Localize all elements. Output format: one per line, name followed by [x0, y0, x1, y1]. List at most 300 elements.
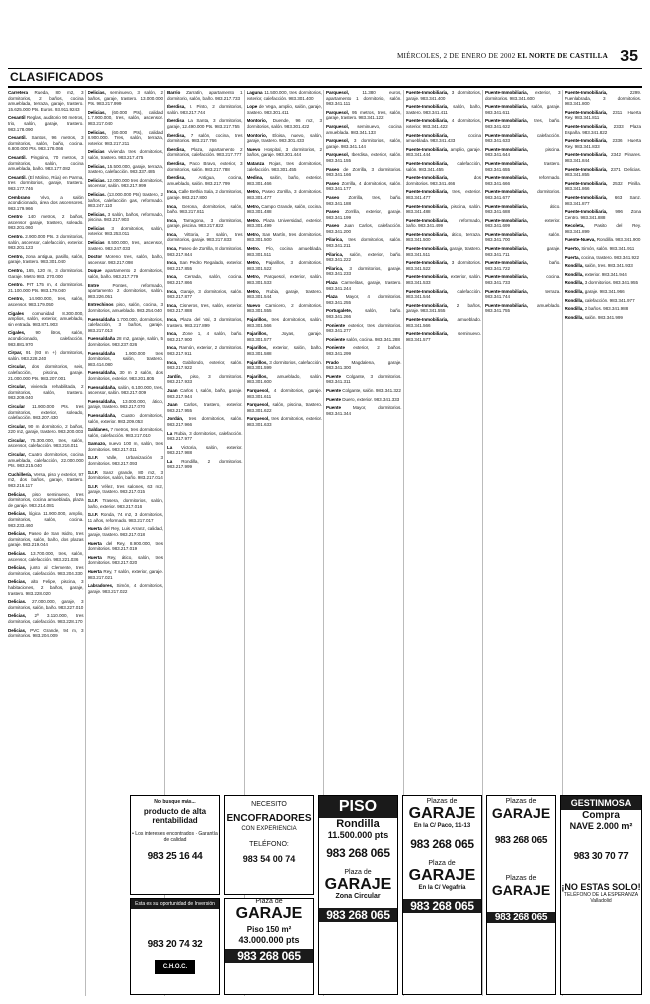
ad-heading: Puente-Inmobiliaria,	[485, 217, 528, 223]
classified-ad	[88, 254, 164, 265]
classified-ad	[406, 118, 482, 129]
ad-heading: Puente-Inmobiliaria,	[405, 317, 449, 322]
classified-ad	[326, 90, 402, 107]
ad-text: exterior, tres dormitorios. 983.341.277	[326, 322, 402, 334]
classified-ad	[565, 255, 642, 261]
ad-text: 1.900.000 tres dormitorios, salón, trastero. 983.414.080	[87, 350, 163, 367]
classified-ad	[485, 161, 561, 172]
classified-ad	[247, 189, 323, 200]
classified-ad	[167, 374, 243, 385]
ad-heading: Circular,	[8, 452, 26, 458]
classified-ad	[8, 531, 84, 548]
header-rule	[8, 68, 642, 69]
ad-text: Calle Bethia Sala, 2 dormitorios, garaje. 983.217.800	[167, 189, 243, 200]
classified-ad	[565, 138, 642, 149]
ad-text: Plaza, apartamento 2 dormitorios, calefacción. 983.217.777	[167, 146, 243, 158]
ad-text: Zone 1, 4 salón, baño. 983.217.900	[167, 331, 243, 342]
classified-ad	[485, 104, 561, 115]
section-title: CLASIFICADOS	[10, 70, 104, 84]
classified-ad	[565, 306, 642, 312]
ad-text: seminuevo, cocina amueblada. 983.341.133	[326, 123, 402, 135]
classified-ad	[88, 351, 164, 368]
classified-ad	[8, 424, 84, 435]
ad-text: Vivo, a salón acondicionado, área dos ascensores. 983.179.966	[8, 194, 84, 211]
ad-text: 28 m2, garaje, salón, 5 dormitorios. 983.237.026	[87, 336, 163, 347]
ad-heading: Inca,	[167, 189, 178, 195]
ad-text: Simón, 4 dormitorios, garaje. 983.217.022	[87, 583, 163, 594]
ad-text: La Santa, 3 dormitorios, garaje, 12.490.000 Pts. 983.217.755	[167, 118, 243, 129]
ad-heading: Metro,	[246, 189, 260, 195]
ad-heading: Metro.	[246, 246, 260, 252]
ad-gestinmosa: GESTINMOSA Compra NAVE 2.000 m² 983 30 70 77 ¡NO ESTAS SOLO! TELÉFONO DE LA ESPERANZA Valladolid	[560, 795, 642, 995]
ad-text: 3 dormitorios, calefacción. 983.301.599	[246, 359, 322, 371]
ad-text: Mayor, dormitorios. 983.341.344	[326, 405, 402, 416]
ad-heading: Rondilla,	[564, 280, 584, 286]
ad-heading: Cesantil.	[8, 154, 27, 160]
ad-text: 2371 Delicias. 983.341.855	[564, 166, 641, 178]
ad-heading: G.I.F.	[87, 455, 99, 461]
ad-heading: Medina,	[246, 175, 264, 181]
ad-text: dos dormitorios. 983.341.466	[405, 175, 481, 186]
ad-text: ático. 983.341.688	[485, 203, 561, 215]
classified-ad	[88, 399, 164, 410]
ad-heading: Inca,	[167, 203, 178, 209]
ad-text: I. Pinto, 2 dormitorios, salón. 983.217.744	[167, 104, 243, 115]
classified-ad	[167, 345, 243, 356]
ad-heading: Delicias,	[87, 163, 106, 169]
ad-text: Sanz grande, 80 m2, 3 dormitorios, salón, baño. 983.217.014	[87, 469, 163, 481]
ad-text: exterior. 983.341.699	[485, 217, 561, 229]
ad-text: (El Molino, Rúa) en Parma, tres dormitorios, garaje, trastero. 983.177.746	[8, 174, 84, 191]
ad-heading: Portugalete,	[326, 308, 352, 314]
ad-text: calefacción. 983.341.544	[405, 288, 481, 300]
ad-heading: Fuensaldaña,	[87, 412, 117, 418]
ad-text: 2333 Plaza España. 983.341.822	[564, 123, 641, 135]
classified-ad	[8, 350, 84, 361]
classified-ad	[8, 364, 84, 381]
ad-text: dormitorios. 983.341.677	[485, 189, 561, 200]
ad-text: 2342 Pinares. 983.341.844	[564, 152, 641, 163]
classified-ad	[167, 147, 243, 158]
ad-text: Cisneros, tres, salón, exterior. 983.217.888	[167, 302, 243, 314]
classified-ad	[167, 388, 243, 399]
ad-heading: Puente-Inmobiliaria,	[405, 274, 449, 280]
classified-ad	[247, 416, 323, 427]
ad-heading: Puente-Inmobiliaria,	[564, 109, 608, 115]
ad-text: 7 salón, cocina, tres dormitorios. 983.217.766	[167, 132, 243, 144]
classified-ad	[247, 388, 323, 399]
ad-piso-rondilla: PISO Rondilla 11.500.000 pts 983 268 065 Plaza de GARAJE Zona Circular 983 268 065	[318, 795, 398, 995]
ad-text: calefacción, salón. 983.341.455	[405, 160, 481, 172]
display-ads	[130, 795, 642, 995]
ad-heading: Montorio,	[246, 118, 267, 124]
ad-heading: Puente-Inmobiliaria,	[485, 274, 528, 280]
ad-heading: Puente-Inmobiliaria,	[564, 209, 608, 215]
classified-ad	[88, 583, 164, 594]
ad-heading: Fuente-Nueva,	[564, 237, 596, 243]
ad-text: ático, terraza. 983.341.500	[405, 231, 481, 243]
ad-text: 2.900.000 Pts. 3 dormitorios, salón, ascensor, calefacción, exterior. 983.201.123	[8, 234, 84, 251]
ad-heading: Nuevo	[246, 302, 261, 308]
ad-heading: Puente	[326, 373, 342, 379]
ad-text: 11.380 euros, apartamento 1 dormitorio, salón. 983.341.111	[326, 90, 402, 107]
ad-heading: Puente-Inmobiliaria,	[405, 288, 449, 294]
ad-text: San Pedro Regalado, exterior. 983.217.855	[167, 260, 243, 271]
ad-heading: Puente-Inmobiliaria,	[405, 132, 449, 138]
classified-column	[8, 90, 86, 996]
ad-heading: Delicias,	[87, 109, 106, 115]
ad-heading: Puente	[326, 405, 342, 411]
ad-text: garaje. 983.341.966	[584, 289, 625, 295]
classified-ad	[167, 218, 243, 229]
classified-ad	[247, 345, 323, 356]
ad-heading: Gamazo,	[87, 441, 107, 447]
classified-ad	[8, 565, 84, 576]
ad-text: Reglas, auditorio 90 metros, trio, salón, garaje, trastero. 983.178.090	[8, 115, 84, 132]
classified-ad	[326, 195, 402, 206]
ad-heading: Inca,	[167, 331, 178, 337]
classified-ad	[8, 135, 84, 152]
ad-text: Valle, Urbanización 3 dormitorios. 983.217.093	[87, 455, 163, 467]
ad-heading: Puente-Inmobiliaria,	[485, 132, 528, 138]
ad-heading: Duque	[87, 268, 102, 274]
classified-ad	[565, 90, 642, 107]
ad-heading: Puente	[326, 396, 342, 402]
classified-ad	[167, 260, 243, 271]
ad-text: Rey, 7 salón, exterior, garaje. 983.217.021	[87, 568, 163, 580]
ad-heading: Parquesol,	[246, 416, 270, 422]
ad-heading: Lope	[246, 104, 258, 110]
ad-garaje-paco: Plazas de GARAJE En la C/ Paco, 11-13 983 268 065 Plaza de GARAJE En la C/ Vegafría 983 268 065	[402, 795, 482, 995]
ad-heading: Parquesol,	[246, 387, 270, 393]
classified-ad	[565, 263, 642, 269]
classified-ad	[8, 551, 84, 562]
classified-ad	[88, 413, 164, 424]
ad-text: Rubia, 3 dormitorios, calefacción. 983.217.977	[167, 430, 243, 442]
ad-heading: Pajarillos,	[246, 359, 268, 365]
ad-text: piso seminuevo, tres dormitorios, cocina amueblada, plaza de garaje. 983.214.081	[8, 491, 84, 508]
ad-text: 3 dormitorios, garaje. 983.341.400	[405, 90, 481, 101]
ad-heading: Puente-Inmobiliaria,	[564, 123, 608, 129]
ad-text: Carmelitas, garaje, trastero. 983.341.244	[326, 280, 402, 291]
ad-heading: Puerta,	[564, 254, 580, 260]
classified-ad	[8, 330, 84, 347]
classified-ad	[326, 167, 402, 178]
ad-text: Rondilla, 2 dormitorios. 983.217.999	[167, 458, 243, 470]
ad-text: salón, baño. 983.341.266	[326, 308, 402, 319]
classified-ad	[247, 402, 323, 413]
classified-ad	[326, 237, 402, 248]
ad-heading: Delicias	[87, 149, 105, 155]
ad-text: tres, baño. 983.341.622	[485, 118, 561, 129]
ad-text: Colgante, salón. 983.341.322	[342, 387, 401, 393]
ad-heading: Huerta	[87, 568, 102, 574]
classified-ad	[8, 511, 84, 528]
classified-ad	[326, 294, 402, 305]
classified-ad	[8, 613, 84, 624]
ad-text: 3 dormitorios. 983.341.955	[584, 280, 639, 286]
classified-ad	[8, 175, 84, 192]
classified-ad	[167, 459, 243, 470]
classified-ad	[247, 204, 323, 215]
classified-ad	[565, 152, 642, 163]
classified-ad	[485, 175, 561, 186]
classified-ad	[565, 280, 642, 286]
ad-heading: Cuchillería,	[8, 471, 33, 477]
classified-ad	[8, 599, 84, 610]
ad-heading: Parquesol,	[326, 138, 349, 144]
ad-heading: Cirpar,	[8, 350, 23, 356]
classified-ad	[167, 189, 243, 200]
ad-heading: Iberdisa,	[167, 104, 186, 110]
classified-ad	[485, 218, 561, 229]
ad-heading: Jordán,	[167, 416, 184, 422]
ad-heading: Prado	[326, 359, 339, 365]
ad-text: salón, 6.100.000, tres, ascensor, salón. 983.217.009	[87, 384, 163, 396]
ad-heading: Fuensaldaña,	[87, 370, 117, 376]
ad-heading: Puente-Inmobiliaria,	[405, 203, 449, 209]
ad-heading: La	[167, 444, 173, 450]
ad-heading: Montorio,	[246, 132, 267, 138]
classified-ad	[326, 388, 402, 394]
ad-heading: Puente-Inmobiliaria,	[485, 189, 528, 195]
ad-heading: Delicias	[87, 240, 105, 246]
ad-heading: Puerto,	[564, 246, 580, 252]
classified-ad	[88, 336, 164, 347]
ad-heading: Inca,	[167, 345, 178, 351]
ad-heading: Cesantil	[8, 115, 26, 121]
ad-text: nuevo 100 m, salón, tres dormitorios. 983.217.011	[87, 441, 163, 452]
ad-text: salón. 983.341.700	[485, 231, 561, 243]
ad-heading: La	[167, 458, 173, 464]
ad-text: 11.900.000 Pts. tres dormitorios, exterior, soleado, calefacción. 983.207.430	[8, 403, 84, 421]
header-date: MIÉRCOLES, 2 DE ENERO DE 2002 EL NORTE DE CASTILLA	[396, 52, 608, 60]
classified-ad	[247, 360, 323, 371]
ad-text: Versa, piso y exterior, 97 m2, dos baños, garaje, trastero. 983.216.117	[8, 471, 84, 489]
ad-text: garaje. 983.341.711	[485, 246, 561, 257]
ad-heading: Huerta	[87, 526, 102, 532]
ad-heading: Paseo	[326, 194, 340, 200]
classified-ad	[485, 90, 561, 101]
ad-heading: Inca,	[167, 302, 178, 308]
ad-text: tres dormitorios, salón. 983.341.211	[326, 237, 402, 249]
classified-ad	[167, 445, 243, 456]
ad-text: 12.000.000 tres dormitorios, ascensor, salón. 983.217.999	[87, 177, 163, 189]
ad-text: Duero, exterior. 983.341.333	[342, 396, 400, 402]
ad-heading: Rondilla,	[564, 306, 584, 312]
classified-ad	[485, 260, 561, 271]
classified-ad	[326, 223, 402, 234]
ad-heading: Pajarillos,	[246, 317, 268, 322]
ad-heading: Labradores,	[87, 583, 114, 589]
ad-heading: Puente-Inmobiliaria,	[405, 302, 449, 308]
ad-text: Zorrilla, tres, baño. 983.341.188	[326, 194, 402, 206]
ad-heading: Metro,	[246, 288, 260, 294]
ad-text: piscina. 983.341.644	[485, 146, 561, 158]
ad-heading: Rondilla,	[564, 263, 584, 269]
page-header	[10, 50, 640, 68]
classified-ad	[8, 195, 84, 212]
ad-text: Ramón, exterior, 2 dormitorios. 983.217.911	[167, 345, 243, 356]
ad-heading: Inca,	[167, 317, 178, 322]
ad-text: 8.500.000, tres, ascensor, trastero. 983.247.033	[87, 240, 163, 251]
ad-text: cocina, trastero. 983.341.922	[580, 254, 640, 260]
ad-heading: Puente	[326, 387, 342, 393]
classified-ad	[247, 232, 323, 243]
ad-text: de Vega, amplio, salón, garaje, trastero. 983.301.411	[246, 104, 322, 115]
ad-heading: Puente-Inmobiliaria,	[485, 175, 528, 181]
ad-text: baño. 983.341.722	[485, 260, 561, 271]
classified-ad	[326, 323, 402, 334]
ad-text: Tarragona, 3 dormitorios, garaje, piscina. 983.217.822	[167, 217, 243, 229]
ad-text: exterior, salón, baño. 983.301.588	[246, 345, 323, 356]
ad-heading: Parquesol,	[326, 152, 349, 158]
classified-ad	[247, 274, 323, 285]
ad-text: Zorrilla, exterior, garaje. 983.341.199	[326, 209, 402, 220]
classified-ad	[326, 266, 402, 277]
ad-heading: Puente-Inmobiliaria,	[485, 160, 528, 166]
ad-heading: Inca,	[167, 274, 178, 280]
classified-ad	[406, 90, 482, 101]
classified-ad	[565, 195, 642, 206]
ad-text: Cerrada, salón, cocina. 983.217.866	[167, 274, 243, 286]
ad-heading: Puente-Inmobiliaria,	[405, 231, 449, 237]
ad-garaje-piso: Plaza de GARAJE Piso 150 m² 43.000.000 pts 983 268 065	[224, 898, 314, 995]
ad-text: Colgante, 3 dormitorios. 983.341.311	[326, 373, 402, 385]
ad-heading: Fuensaldaña	[87, 336, 116, 342]
ad-text: Pajarillos, 3 dormitorios. 983.301.522	[246, 260, 323, 271]
classified-ad	[88, 455, 164, 466]
ad-heading: Iberdisa,	[167, 132, 186, 138]
ad-heading: Metro,	[246, 231, 260, 237]
ad-text: 11.500.000, tres dormitorios, exterior, calefacción. 983.301.400	[246, 90, 323, 101]
classified-ad	[88, 192, 164, 209]
ad-text: 2311 Huerta Rey. 983.341.811	[564, 109, 641, 121]
classified-ad	[406, 246, 482, 257]
ad-text: Paco Bravo, exterior, 3 dormitorios, salón. 983.217.788	[167, 160, 243, 172]
ad-heading: Delicias,	[8, 565, 27, 571]
ad-text: zona antigua, pasillo, salón, garaje, trastero. 983.301.040	[8, 253, 84, 265]
classified-ad	[326, 308, 402, 319]
ad-text: 3 dormitorios, salón, garaje. 983.341.144	[326, 138, 402, 149]
ad-heading: Inca,	[167, 246, 178, 252]
classified-ad	[167, 118, 243, 129]
ad-text: Plaza Universidad, exterior. 983.301.499	[246, 217, 322, 229]
classified-ad	[406, 289, 482, 300]
ad-heading: Delicias.	[8, 550, 27, 556]
classified-ad	[8, 438, 84, 449]
ad-text: terraza. 983.341.744	[485, 288, 561, 300]
ad-text: exterior, salón. 983.341.533	[405, 274, 481, 286]
classified-ad	[485, 246, 561, 257]
ad-heading: Iberdisa	[167, 118, 185, 124]
ad-text: Iberdisa, exterior, salón. 983.341.155	[326, 152, 402, 163]
ad-text: Pasito del Rey. 983.341.899	[564, 223, 641, 234]
classified-ad	[88, 164, 164, 175]
ad-heading: Centro.	[8, 282, 24, 288]
ad-heading: Rondilla,	[564, 314, 584, 320]
ad-heading: Delicias.	[87, 191, 106, 197]
classified-ad	[167, 416, 243, 427]
ad-text: salón, exterior, baño. 983.341.222	[326, 251, 402, 263]
ad-heading: Delicias.	[87, 177, 106, 183]
classified-ad	[406, 317, 482, 328]
classified-ad	[167, 133, 243, 144]
ad-text: Gerona, dormitorios, salón, baño. 983.217.811	[167, 203, 243, 215]
classified-ad	[167, 232, 243, 243]
classified-ad	[485, 133, 561, 144]
classified-ad	[88, 149, 164, 160]
ad-text: 75.300.000, tres, salón, ascensor, calefacción. 983.216.011	[8, 437, 84, 449]
ad-heading: Fuensaldaña	[87, 350, 116, 356]
classified-ad	[406, 204, 482, 215]
ad-heading: Puente-Inmobiliaria,	[564, 166, 608, 172]
ad-heading: La	[167, 430, 173, 436]
classified-ad	[167, 90, 243, 101]
ad-heading: Plaza	[326, 280, 338, 286]
classified-ad	[485, 303, 561, 314]
classified-ad	[88, 302, 164, 313]
ad-opportunity: Esta es su oportunidad de Inversión 983 20 74 32 C.H.O.C.	[130, 898, 220, 995]
ad-heading: Centro,	[8, 268, 24, 274]
ad-text: alto Felipe, piscina, 3 habitaciones, 2 baños, garaje, trastero. 983.228.020	[8, 579, 84, 596]
ad-heading: Puente-Inmobiliaria,	[405, 160, 449, 166]
classified-ad	[167, 204, 243, 215]
ad-heading: Parquesol,	[326, 109, 349, 115]
classified-ad	[247, 260, 323, 271]
ad-heading: Entrechinos	[87, 302, 114, 308]
ad-heading: Fuensaldaña	[87, 316, 116, 322]
ad-heading: G.I.F.	[87, 469, 99, 475]
classified-ad	[565, 237, 642, 243]
classified-ad	[485, 232, 561, 243]
classified-ad	[167, 175, 243, 186]
classified-ad	[167, 317, 243, 328]
ad-text: lógica 11.900.000, amplio, dormitorios, salón, cocina. 983.233.460	[8, 511, 84, 528]
ad-text: Rojas, tres dormitorios, calefacción. 983.301.455	[246, 160, 322, 172]
classified-ad	[8, 628, 84, 639]
ad-text: 2336 Huerta Rey. 983.341.833	[564, 138, 641, 149]
ad-text: Gabilondo, exterior, salón. 983.217.922	[167, 359, 243, 371]
ad-heading: Cesantil.	[8, 174, 27, 180]
classified-ad	[326, 405, 402, 416]
ad-text: (60.000 Pts), calidad 8.900.000. Tres, salón, terraza, exterior. 983.217.211	[87, 129, 163, 146]
ad-heading: Delicias.	[8, 599, 27, 605]
ad-heading: Delicias,	[87, 211, 106, 217]
classified-ad	[565, 110, 642, 121]
ad-heading: Puente-Inmobiliaria,	[485, 104, 528, 110]
ad-text: Antigua, cocina, amueblado, salón. 983.217.799	[167, 175, 243, 186]
ad-text: salón, piscina, trastero. 983.301.622	[246, 402, 322, 413]
ad-heading: Juan	[167, 387, 178, 393]
ad-text: 1.700.000, dormitorios, calefacción, 3 baños, garaje. 983.217.013	[87, 316, 163, 333]
ad-heading: Puente-Inmobiliaria,	[485, 90, 528, 95]
classified-ad	[88, 317, 164, 334]
classified-ad	[406, 133, 482, 144]
classified-ad	[88, 268, 164, 279]
ad-text: (13.000.000 Pts) trastero, 2 baños, calefacción gas, reformado. 983.247.110	[87, 191, 163, 209]
ad-text: piso, salón, cocina, 3 dormitorios, amueblado. 983.254.040	[87, 302, 163, 313]
classified-ad	[247, 104, 323, 115]
classified-ad	[247, 303, 323, 314]
ad-text: Trasera, dormitorios, salón, baño, exterior. 983.217.016	[87, 498, 163, 509]
classified-ad	[8, 282, 84, 293]
ad-text: PIT 175 m, 4 dormitorios. 21.100.000 Pts. 983.179.040	[8, 282, 84, 293]
classified-ad	[565, 209, 642, 220]
ad-heading: Iberdisa,	[167, 160, 186, 166]
ad-heading: Paseo	[326, 223, 340, 229]
ad-heading: Puente-Inmobiliaria,	[485, 231, 528, 237]
